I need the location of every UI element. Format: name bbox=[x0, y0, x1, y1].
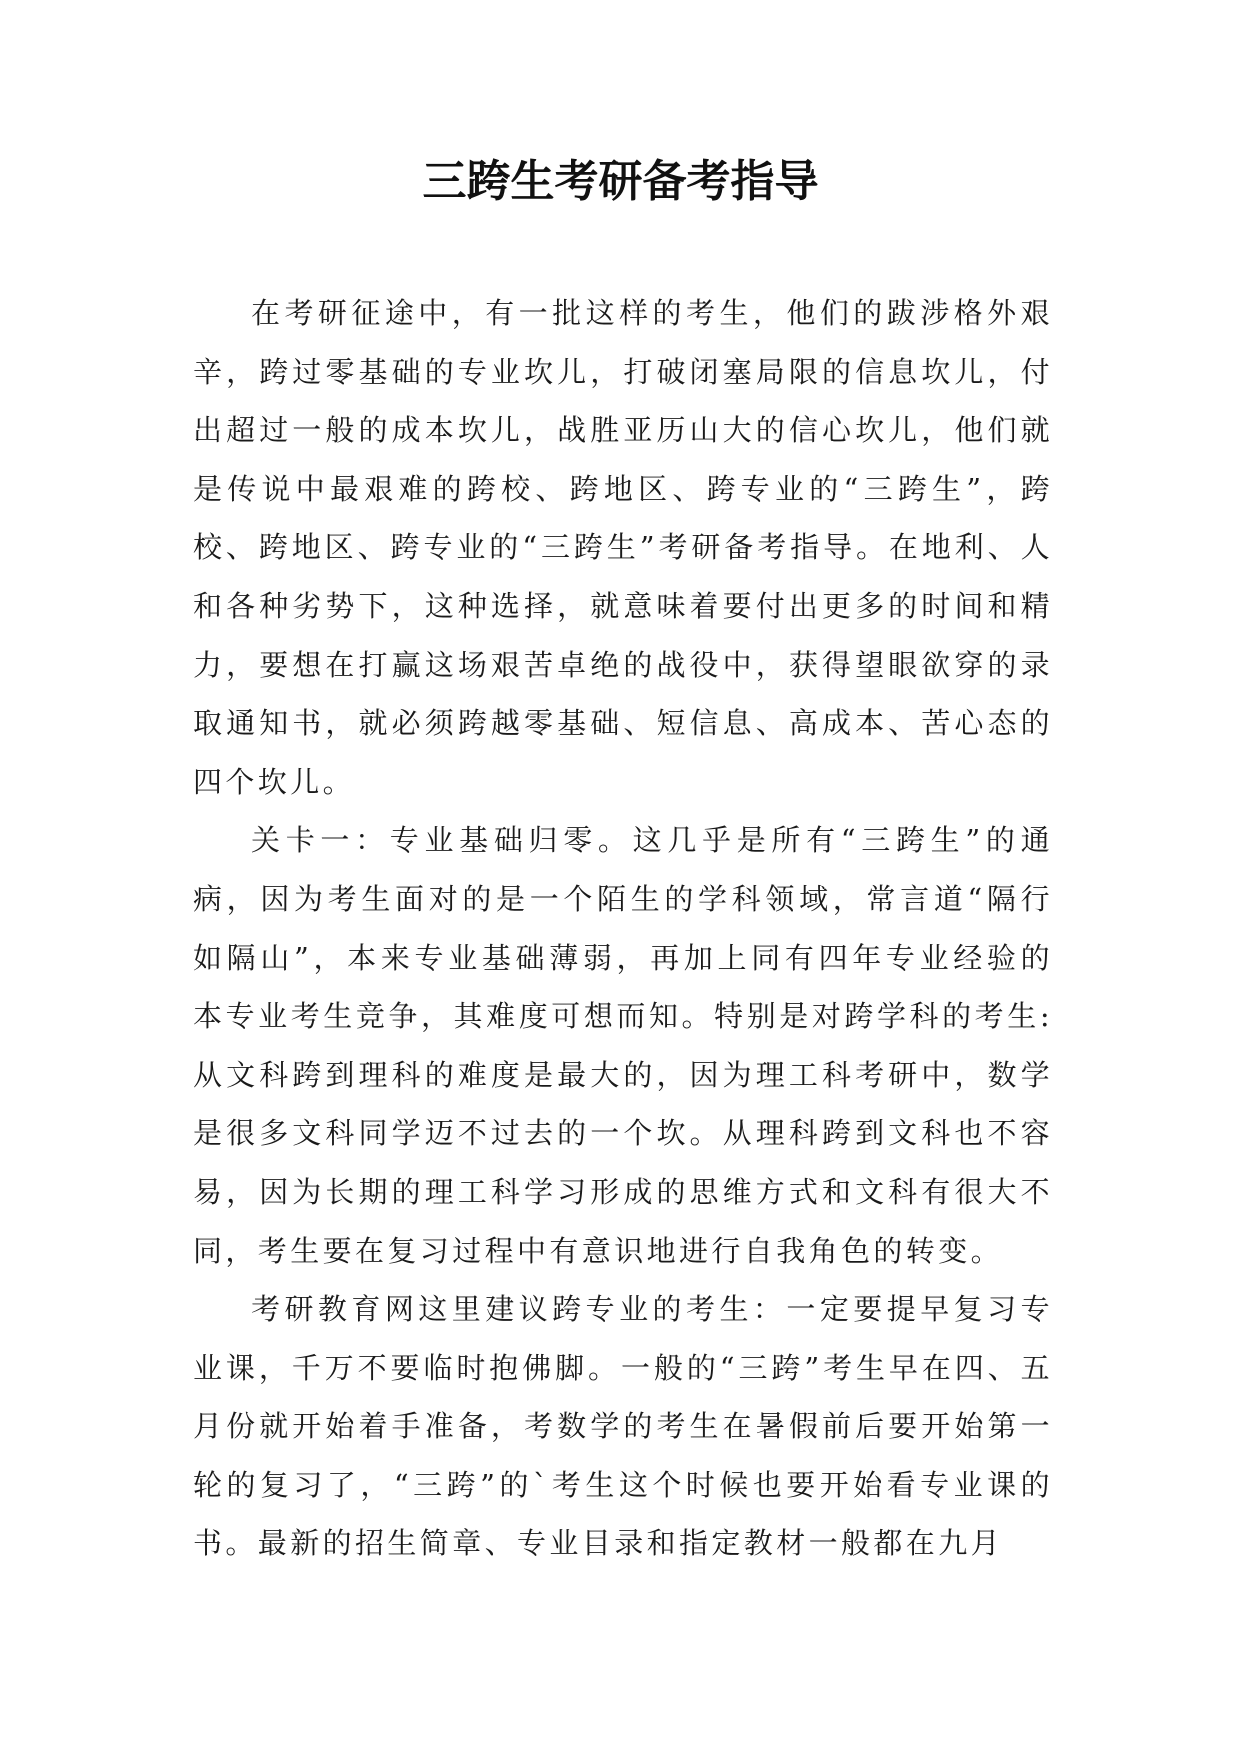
paragraph-intro: 在考研征途中，有一批这样的考生，他们的跋涉格外艰辛，跨过零基础的专业坎儿，打破闭塞局限的信息坎儿，付出超过一般的成本坎儿，战胜亚历山大的信心坎儿，他们就是传说中最艰难的跨校、跨地区、跨专业的“三跨生”，跨校、跨地区、跨专业的“三跨生”考研备考指导。在地利、人和各种劣势下，这种选择，就意味着要付出更多的时间和精力，要想在打赢这场艰苦卓绝的战役中，获得望眼欲穿的录取通知书，就必须跨越零基础、短信息、高成本、苦心态的四个坎儿。 bbox=[193, 296, 1053, 799]
paragraph-hurdle-one: 关卡一：专业基础归零。这几乎是所有“三跨生”的通病，因为考生面对的是一个陌生的学科领域，常言道“隔行如隔山”，本来专业基础薄弱，再加上同有四年专业经验的本专业考生竞争，其难度可想而知。特别是对跨学科的考生:从文科跨到理科的难度是最大的，因为理工科考研中，数学是很多文科同学迈不过去的一个坎。从理科跨到文科也不容易，因为长期的理工科学习形成的思维方式和文科有很大不同，考生要在复习过程中有意识地进行自我角色的转变。 bbox=[193, 823, 1053, 1268]
document-title: 三跨生考研备考指导 bbox=[422, 156, 819, 207]
document-body bbox=[193, 284, 1053, 1573]
paragraph-advice: 考研教育网这里建议跨专业的考生：一定要提早复习专业课，千万不要临时抱佛脚。一般的“三跨”考生早在四、五月份就开始着手准备，考数学的考生在暑假前后要开始第一轮的复习了，“三跨”的`考生这个时候也要开始看专业课的书。最新的招生简章、专业目录和指定教材一般都在九月 bbox=[193, 1292, 1053, 1561]
